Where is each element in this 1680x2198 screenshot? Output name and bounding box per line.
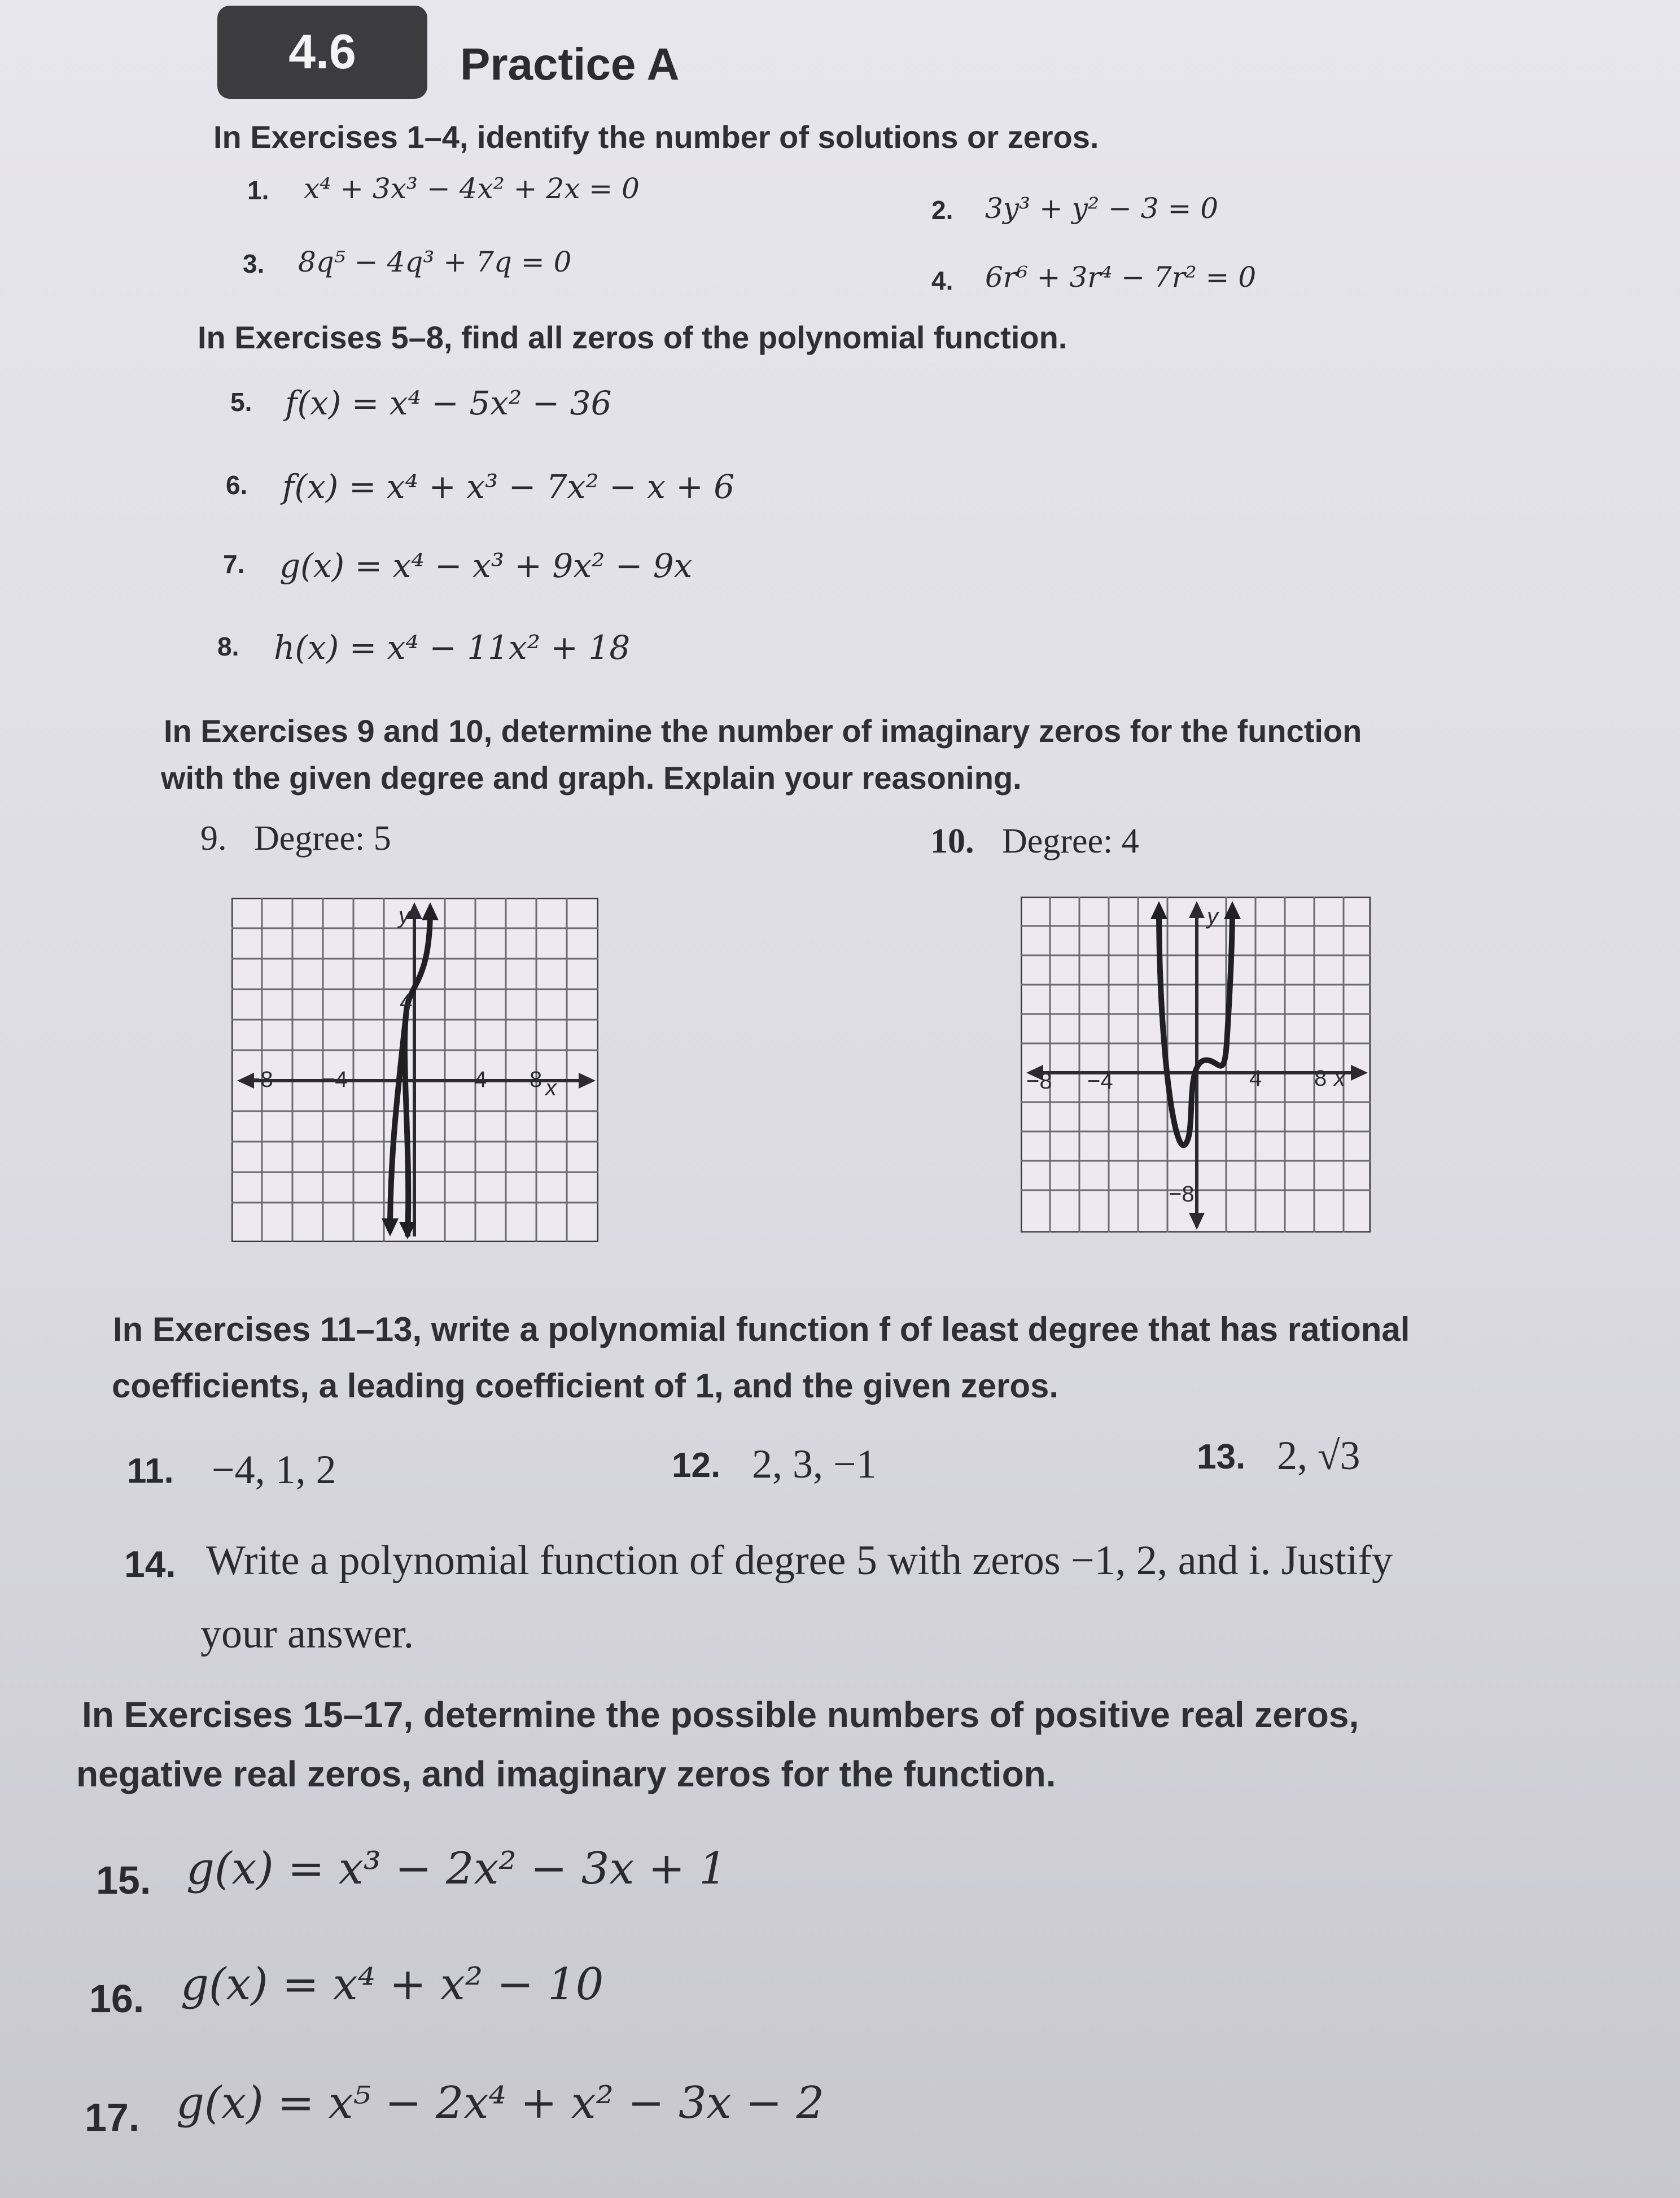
- exercise-6-number: 6.: [226, 470, 248, 500]
- exercise-10-degree: Degree: 4: [1002, 822, 1139, 860]
- instruction-5-8: In Exercises 5–8, find all zeros of the polynomial function.: [198, 320, 1068, 355]
- x-axis-label: x: [1334, 1066, 1345, 1091]
- exercise-17-function: g(x) = x⁵ − 2x⁴ + x² − 3x − 2: [176, 2078, 825, 2129]
- exercise-2-number: 2.: [931, 195, 953, 225]
- instruction-11-13-line2: coefficients, a leading coefficient of 1, and the given zeros.: [112, 1367, 1059, 1405]
- y-axis-label: y: [1207, 904, 1218, 929]
- exercise-11-number: 11.: [127, 1452, 174, 1491]
- x-tick-8: 8: [530, 1067, 542, 1092]
- x-axis-label: x: [545, 1076, 557, 1100]
- exercise-11-zeros: −4, 1, 2: [212, 1447, 336, 1492]
- x-tick-neg8: −8: [247, 1067, 273, 1092]
- x-tick-8: 8: [1314, 1066, 1327, 1091]
- exercise-12-number: 12.: [672, 1446, 721, 1485]
- y-axis-label: y: [399, 903, 410, 928]
- x-tick-neg8: −8: [1026, 1069, 1052, 1094]
- exercise-12-zeros: 2, 3, −1: [752, 1441, 877, 1487]
- exercise-3-number: 3.: [243, 249, 265, 278]
- exercise-5-function: f(x) = x⁴ − 5x² − 36: [285, 384, 612, 422]
- instruction-15-17-line1: In Exercises 15–17, determine the possible numbers of positive real zeros,: [82, 1694, 1359, 1735]
- exercise-9-number: 9.: [200, 819, 227, 858]
- exercise-10-number: 10.: [930, 822, 974, 860]
- exercise-14-text: Write a polynomial function of degree 5 with zeros −1, 2, and i. Justify: [206, 1537, 1393, 1584]
- exercise-1-equation: x⁴ + 3x³ − 4x² + 2x = 0: [304, 172, 640, 205]
- exercise-16-number: 16.: [89, 1977, 145, 2021]
- exercise-17-number: 17.: [85, 2095, 140, 2139]
- exercise-4-equation: 6r⁶ + 3r⁴ − 7r² = 0: [985, 261, 1257, 294]
- exercise-15-number: 15.: [96, 1858, 151, 1902]
- exercise-4-number: 4.: [931, 266, 953, 295]
- section-badge: 4.6: [217, 6, 427, 99]
- instruction-11-13-line1: In Exercises 11–13, write a polynomial function f of least degree that has rational: [113, 1310, 1410, 1348]
- exercise-8-number: 8.: [217, 632, 239, 661]
- exercise-2-equation: 3y³ + y² − 3 = 0: [985, 192, 1219, 225]
- x-tick-4: 4: [1249, 1066, 1262, 1091]
- exercise-5-number: 5.: [230, 387, 252, 417]
- exercise-1-number: 1.: [247, 176, 269, 205]
- exercise-6-function: f(x) = x⁴ + x³ − 7x² − x + 6: [282, 467, 735, 506]
- x-tick-4: 4: [474, 1067, 487, 1092]
- exercise-15-function: g(x) = x³ − 2x² − 3x + 1: [186, 1843, 727, 1894]
- graph-exercise-9: [231, 898, 598, 1242]
- instruction-9-10-line2: with the given degree and graph. Explain your reasoning.: [161, 760, 1022, 796]
- exercise-3-equation: 8q⁵ − 4q³ + 7q = 0: [298, 246, 572, 278]
- x-tick-neg4: −4: [1087, 1069, 1113, 1094]
- exercise-13-zeros: 2, √3: [1277, 1433, 1360, 1478]
- instruction-15-17-line2: negative real zeros, and imaginary zeros for the function.: [76, 1754, 1056, 1794]
- exercise-14-number: 14.: [124, 1543, 176, 1585]
- y-tick-4: 4: [400, 990, 413, 1015]
- y-tick-neg8: −8: [1169, 1182, 1195, 1207]
- x-tick-neg4: −4: [322, 1067, 348, 1092]
- page-title: Practice A: [460, 39, 680, 89]
- exercise-14-text-line2: your answer.: [200, 1611, 414, 1657]
- exercise-7-function: g(x) = x⁴ − x³ + 9x² − 9x: [279, 547, 693, 585]
- exercise-9-degree: Degree: 5: [254, 819, 391, 858]
- instruction-1-4: In Exercises 1–4, identify the number of solutions or zeros.: [213, 119, 1099, 155]
- exercise-7-number: 7.: [223, 549, 245, 579]
- exercise-8-function: h(x) = x⁴ − 11x² + 18: [274, 628, 631, 667]
- exercise-13-number: 13.: [1197, 1437, 1246, 1476]
- graph-exercise-10: [1021, 897, 1371, 1233]
- instruction-9-10-line1: In Exercises 9 and 10, determine the number of imaginary zeros for the function: [164, 713, 1362, 749]
- exercise-16-function: g(x) = x⁴ + x² − 10: [181, 1959, 604, 2010]
